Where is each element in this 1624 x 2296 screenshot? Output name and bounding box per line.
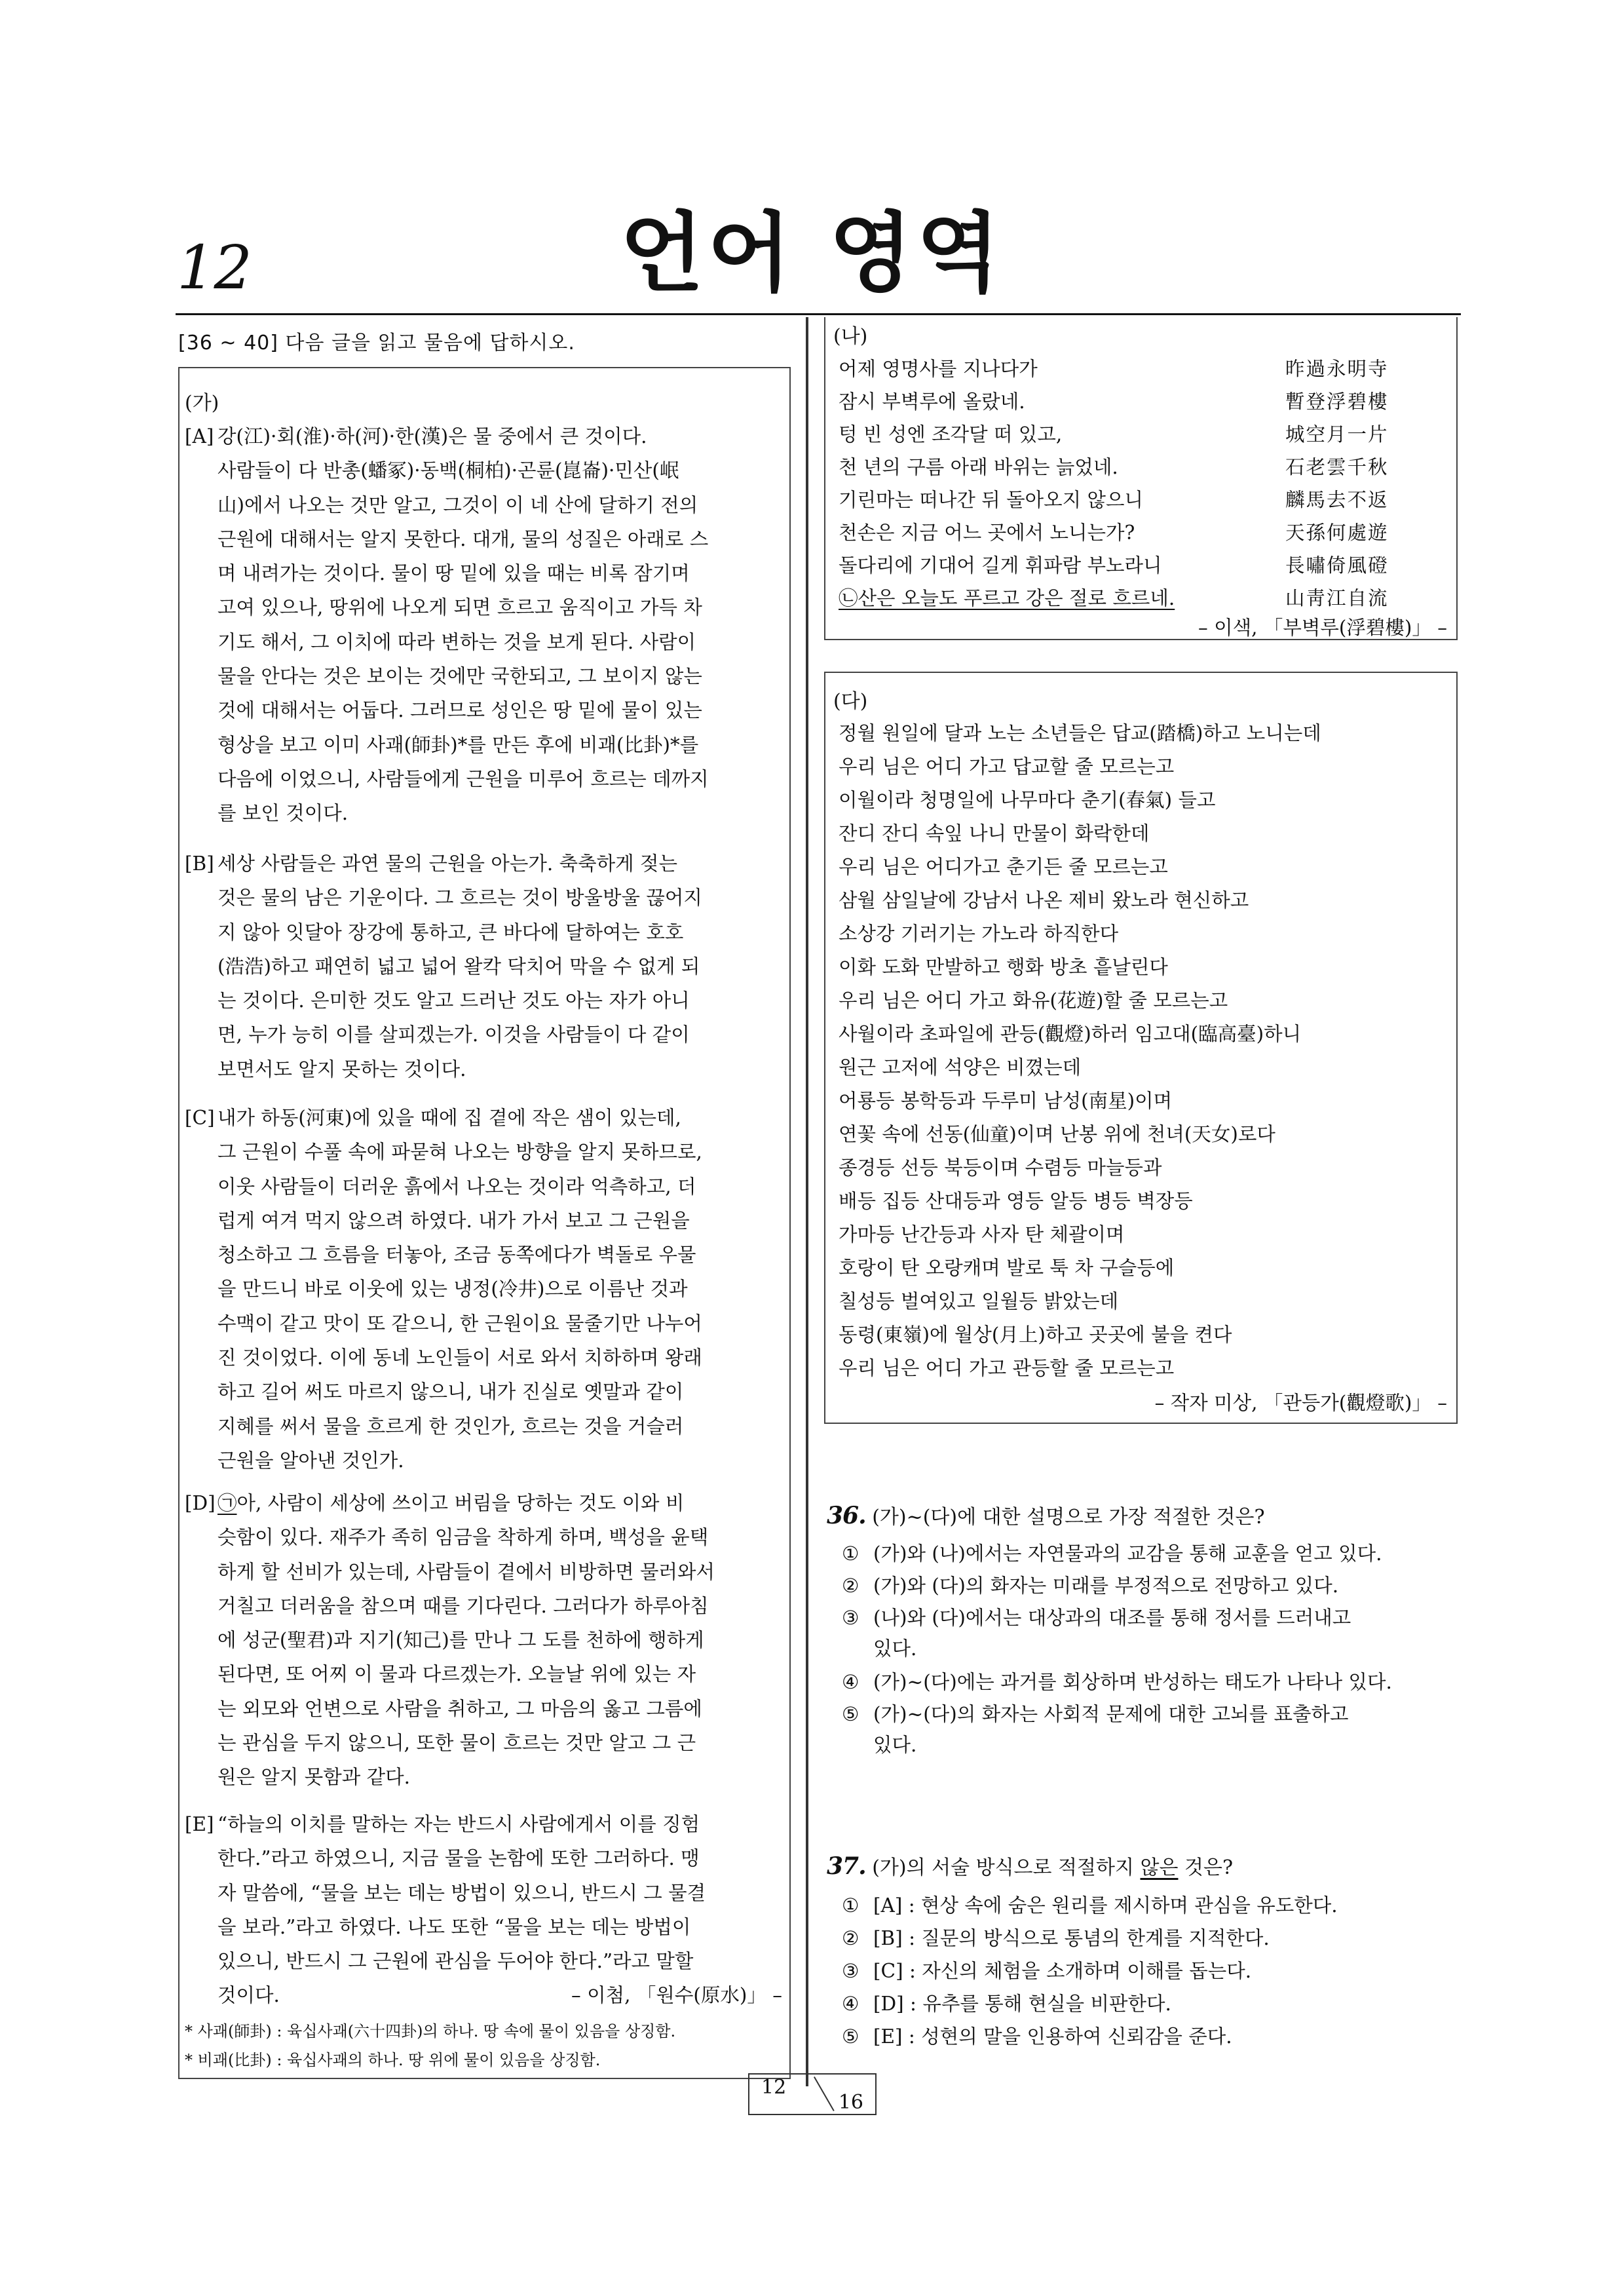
page-indicator [748,2073,877,2115]
text-line: 거칠고 더러움을 참으며 때를 기다린다. 그러다가 하루아침 [217,1594,709,1617]
answer-option[interactable] [842,1699,1461,1761]
option-mark: ⑤ [842,1703,859,1725]
text-line: 기도 해서, 그 이치에 따라 변하는 것을 보게 된다. 사람이 [217,630,696,653]
poem-line: 우리 님은 어디 가고 답교할 줄 모르는고 [839,756,1175,778]
text-line: 것은 물의 남은 기운이다. 그 흐르는 것이 방울방울 끊어지 [217,887,702,909]
poem-line: 우리 님은 어디가고 춘기든 줄 모르는고 [839,856,1168,878]
paragraph-b [185,847,782,1086]
text-line: 보면서도 알지 못하는 것이다. [217,1058,466,1081]
poem-line: 이화 도화 만발하고 행화 방초 흩날린다 [839,956,1168,978]
poem-line: 사월이라 초파일에 관등(觀燈)하러 임고대(臨高臺)하니 [839,1023,1302,1045]
poem-line: 칠성등 벌여있고 일월등 밝았는데 [839,1290,1119,1312]
poem-hanja: 麟馬去不返 [1285,489,1389,511]
poem-line: 천 년의 구름 아래 바위는 늙었네. [839,456,1118,478]
text-line: 세상 사람들은 과연 물의 근원을 아는가. 축축하게 젖는 [217,852,677,875]
paragraph-tag: [D] [185,1492,216,1514]
option-mark: ① [842,1894,859,1917]
text-line: 는 것이다. 은미한 것도 알고 드러난 것도 아는 자가 아니 [217,989,690,1012]
page-number: 12 [177,233,252,303]
question-36 [827,1501,1265,1529]
poem-line: 우리 님은 어디 가고 화유(花遊)할 줄 모르는고 [839,989,1228,1012]
option-text: (가)와 (나)에서는 자연물과의 교감을 통해 교훈을 얻고 있다. [873,1542,1382,1565]
text-line: 물을 안다는 것은 보이는 것에만 국한되고, 그 보이지 않는 [217,665,702,688]
poem-line: 잠시 부벽루에 올랐네. [839,391,1025,413]
option-text: [D] : 유추를 통해 현실을 비판한다. [873,1993,1171,2015]
text-line: 것이다. [217,1984,280,2007]
paragraph-a [185,419,782,831]
header-rule [176,313,1461,315]
text-line: 지 않아 잇달아 장강에 통하고, 큰 바다에 달하여는 호호 [217,921,684,944]
paragraph-tag: [E] [185,1813,214,1835]
passage-da-source: – 작자 미상, 「관등가(觀燈歌)」 – [1154,1392,1447,1414]
text-line: 지혜를 써서 물을 흐르게 한 것인가, 흐르는 것을 거슬러 [217,1415,684,1438]
text-line: 것에 대해서는 어둡다. 그러므로 성인은 땅 밑에 물이 있는 [217,699,702,722]
paragraph-c [185,1101,782,1478]
text-line: 고여 있으나, 땅위에 나오게 되면 흐르고 움직이고 가득 차 [217,596,702,619]
text-line: 이웃 사람들이 더러운 흙에서 나오는 것이라 억측하고, 더 [217,1175,696,1198]
passage-da-label: (다) [833,690,868,713]
paragraph-e [185,1807,782,2013]
poem-line-text: 산은 오늘도 푸르고 강은 절로 흐르네. [858,587,1175,609]
total-pages: 16 [838,2091,863,2114]
text-line: 근원을 알아낸 것인가. [217,1449,404,1472]
text-line: 을 만드니 바로 이웃에 있는 냉정(冷井)으로 이름난 것과 [217,1278,688,1301]
question-stem: (가)의 서술 방식으로 적절하지 [872,1856,1134,1879]
passage-na-label: (나) [833,325,868,348]
poem-line: 어룡등 봉학등과 두루미 남성(南星)이며 [839,1090,1173,1112]
option-text: [A] : 현상 속에 숨은 원리를 제시하며 관심을 유도한다. [873,1894,1338,1917]
instruction: [36 ~ 40] 다음 글을 읽고 물음에 답하시오. [178,332,575,354]
poem-line: 기린마는 떠나간 뒤 돌아오지 않으니 [839,489,1143,511]
option-mark: ② [842,1575,859,1597]
text-line: 는 관심을 두지 않으니, 또한 물이 흐르는 것만 알고 그 근 [217,1732,696,1755]
answer-option[interactable] [842,1989,1461,2019]
option-text: [E] : 성현의 말을 인용하여 신뢰감을 준다. [873,2025,1232,2048]
text-line: 를 보인 것이다. [217,802,349,825]
text-line: 진 것이었다. 이에 동네 노인들이 서로 와서 치하하며 왕래 [217,1347,702,1369]
poem-line: 텅 빈 성엔 조각달 떠 있고, [839,423,1063,446]
text-line: 형상을 보고 이미 사괘(師卦)*를 만든 후에 비괘(比卦)*를 [217,733,699,756]
text-line: 사람들이 다 반총(蟠冢)·동백(桐柏)·곤륜(崑崙)·민산(岷 [217,459,679,482]
text-line: 한다.”라고 하였으니, 지금 물을 논함에 또한 그러하다. 맹 [217,1847,700,1870]
poem-hanja: 山靑江自流 [1285,587,1389,609]
text-line: 내가 하동(河東)에 있을 때에 집 곁에 작은 샘이 있는데, [217,1107,681,1129]
text-line: 는 외모와 언변으로 사람을 취하고, 그 마음의 옳고 그름에 [217,1697,702,1720]
text-line: (浩浩)하고 패연히 넓고 넓어 왈칵 닥치어 막을 수 없게 되 [217,955,700,978]
marker-giyeok: ㉠ [217,1492,237,1514]
page-slash [814,2076,835,2111]
passage-ga-source: – 이첨, 「원수(原水)」 – [571,1984,782,2007]
poem-line-underlined [839,583,1175,611]
answer-option[interactable] [842,1539,1461,1569]
option-mark: ③ [842,1960,859,1982]
text-line: 강(江)·회(淮)·하(河)·한(漢)은 물 중에서 큰 것이다. [217,425,647,448]
question-number: 36. [827,1502,866,1529]
poem-hanja: 天孫何處遊 [1285,522,1389,544]
poem-line: 소상강 기러기는 가노라 하직한다 [839,923,1119,945]
text-line: 슷함이 있다. 재주가 족히 임금을 착하게 하며, 백성을 윤택 [217,1526,709,1549]
answer-option[interactable] [842,1603,1461,1664]
text-line: 청소하고 그 흐름을 터놓아, 조금 동쪽에다가 벽돌로 우물 [217,1244,696,1267]
answer-option[interactable] [842,1890,1461,1921]
option-mark: ④ [842,1993,859,2015]
paragraph-tag: [C] [185,1107,215,1129]
answer-option[interactable] [842,1571,1461,1601]
option-mark: ③ [842,1607,859,1629]
text-line: 된다면, 또 어찌 이 물과 다르겠는가. 오늘날 위에 있는 자 [217,1663,696,1686]
poem-line: 원근 고저에 석양은 비꼈는데 [839,1056,1082,1079]
text-line: 수맥이 같고 맛이 또 같으니, 한 근원이요 물줄기만 나누어 [217,1312,702,1335]
poem-hanja: 城空月一片 [1285,423,1389,446]
question-stem: 것은? [1184,1856,1234,1879]
text-line: 그 근원이 수풀 속에 파묻혀 나오는 방향을 알지 못하므로, [217,1141,702,1164]
question-stem-emphasis: 않은 [1140,1856,1179,1879]
page-title: 언어 영역 [620,203,1004,304]
question-number: 37. [827,1852,866,1880]
option-text: 있다. [873,1734,917,1756]
text-line: 원은 알지 못함과 같다. [217,1766,410,1789]
question-37 [827,1851,1233,1880]
poem-line: 이월이라 청명일에 나무마다 춘기(春氣) 들고 [839,789,1216,811]
poem-line: 천손은 지금 어느 곳에서 노니는가? [839,522,1135,544]
text-line: 면, 누가 능히 이를 살피겠는가. 이것을 사람들이 다 같이 [217,1024,690,1046]
poem-line: 동령(東嶺)에 월상(月上)하고 곳곳에 불을 켠다 [839,1324,1232,1346]
option-mark: ② [842,1927,859,1949]
poem-line: 호랑이 탄 오랑캐며 발로 툭 차 구슬등에 [839,1257,1175,1279]
option-text: 있다. [873,1637,917,1660]
answer-option[interactable] [842,1667,1461,1698]
paragraph-d [185,1486,782,1795]
paragraph-tag: [A] [185,425,214,448]
text-line: 山)에서 나오는 것만 알고, 그것이 이 네 산에 달하기 전의 [217,493,698,516]
option-mark: ⑤ [842,2025,859,2048]
option-text: (가)~(다)의 화자는 사회적 문제에 대한 고뇌를 표출하고 [873,1703,1349,1725]
poem-hanja: 長嘯倚風磴 [1285,554,1389,577]
passage-ga-label: (가) [185,392,219,415]
text-line: 하고 길어 써도 마르지 않으니, 내가 진실로 옛말과 같이 [217,1381,684,1404]
text-line: 하게 할 선비가 있는데, 사람들이 곁에서 비방하면 물러와서 [217,1560,715,1583]
text-line: 근원에 대해서는 알지 못한다. 대개, 물의 성질은 아래로 스 [217,527,709,550]
text-line: 있으니, 반드시 그 근원에 관심을 두어야 한다.”라고 말할 [217,1950,694,1973]
poem-line: 삼월 삼일날에 강남서 나온 제비 왔노라 현신하고 [839,889,1249,911]
marker-nieun: ㉡ [839,587,858,609]
poem-hanja: 昨過永明寺 [1285,358,1389,380]
answer-option[interactable] [842,2021,1461,2052]
poem-hanja: 石老雲千秋 [1285,456,1389,478]
answer-option[interactable] [842,1956,1461,1987]
footnote: * 비괘(比卦) : 육십사괘의 하나. 땅 위에 물이 있음을 상징함. [185,2051,601,2069]
text-line: 을 보라.”라고 하였다. 나도 또한 “물을 보는 데는 방법이 [217,1915,691,1938]
answer-option[interactable] [842,1923,1461,1954]
poem-line: 가마등 난간등과 사자 탄 체괄이며 [839,1223,1125,1246]
column-divider [806,317,808,2086]
text-line: 며 내려가는 것이다. 물이 땅 밑에 있을 때는 비록 잠기며 [217,562,690,585]
text-line: 럽게 여겨 먹지 않으려 하였다. 내가 가서 보고 그 근원을 [217,1209,690,1232]
passage-na-source: – 이색, 「부벽루(浮碧樓)」 – [1198,617,1447,639]
text-line: 자 말씀에, “물을 보는 데는 방법이 있으니, 반드시 그 물결 [217,1881,706,1904]
poem-line: 연꽃 속에 선동(仙童)이며 난봉 위에 천녀(天女)로다 [839,1123,1275,1145]
poem-line: 잔디 잔디 속잎 나니 만물이 화락한데 [839,822,1150,845]
text-line: 다음에 이었으니, 사람들에게 근원을 미루어 흐르는 데까지 [217,767,709,790]
text-line: “하늘의 이치를 말하는 자는 반드시 사람에게서 이를 징험 [217,1813,700,1835]
paragraph-tag: [B] [185,852,214,875]
poem-line: 우리 님은 어디 가고 관등할 줄 모르는고 [839,1357,1175,1379]
option-mark: ① [842,1542,859,1565]
option-text: (가)와 (다)의 화자는 미래를 부정적으로 전망하고 있다. [873,1575,1339,1597]
option-text: (가)~(다)에는 과거를 회상하며 반성하는 태도가 나타나 있다. [873,1671,1392,1693]
question-stem: (가)~(다)에 대한 설명으로 가장 적절한 것은? [872,1506,1265,1529]
poem-line: 배등 집등 산대등과 영등 알등 병등 벽장등 [839,1190,1193,1212]
poem-line: 돌다리에 기대어 길게 휘파람 부노라니 [839,554,1162,577]
current-page: 12 [761,2076,787,2099]
option-text: [C] : 자신의 체험을 소개하며 이해를 돕는다. [873,1960,1252,1982]
poem-line: 어제 영명사를 지나다가 [839,358,1038,380]
text-line: 아, 사람이 세상에 쓰이고 버림을 당하는 것도 이와 비 [236,1492,685,1514]
option-text: (나)와 (다)에서는 대상과의 대조를 통해 정서를 드러내고 [873,1607,1351,1629]
option-mark: ④ [842,1671,859,1693]
text-line: 에 성군(聖君)과 지기(知己)를 만나 그 도를 천하에 행하게 [217,1629,704,1652]
footnote: * 사괘(師卦) : 육십사괘(六十四卦)의 하나. 땅 속에 물이 있음을 상징함. [185,2022,676,2040]
poem-line: 종경등 선등 북등이며 수렴등 마늘등과 [839,1157,1162,1179]
poem-line: 정월 원일에 달과 노는 소년들은 답교(踏橋)하고 노니는데 [839,722,1321,744]
poem-hanja: 暫登浮碧樓 [1285,391,1389,413]
option-text: [B] : 질문의 방식으로 통념의 한계를 지적한다. [873,1927,1270,1949]
